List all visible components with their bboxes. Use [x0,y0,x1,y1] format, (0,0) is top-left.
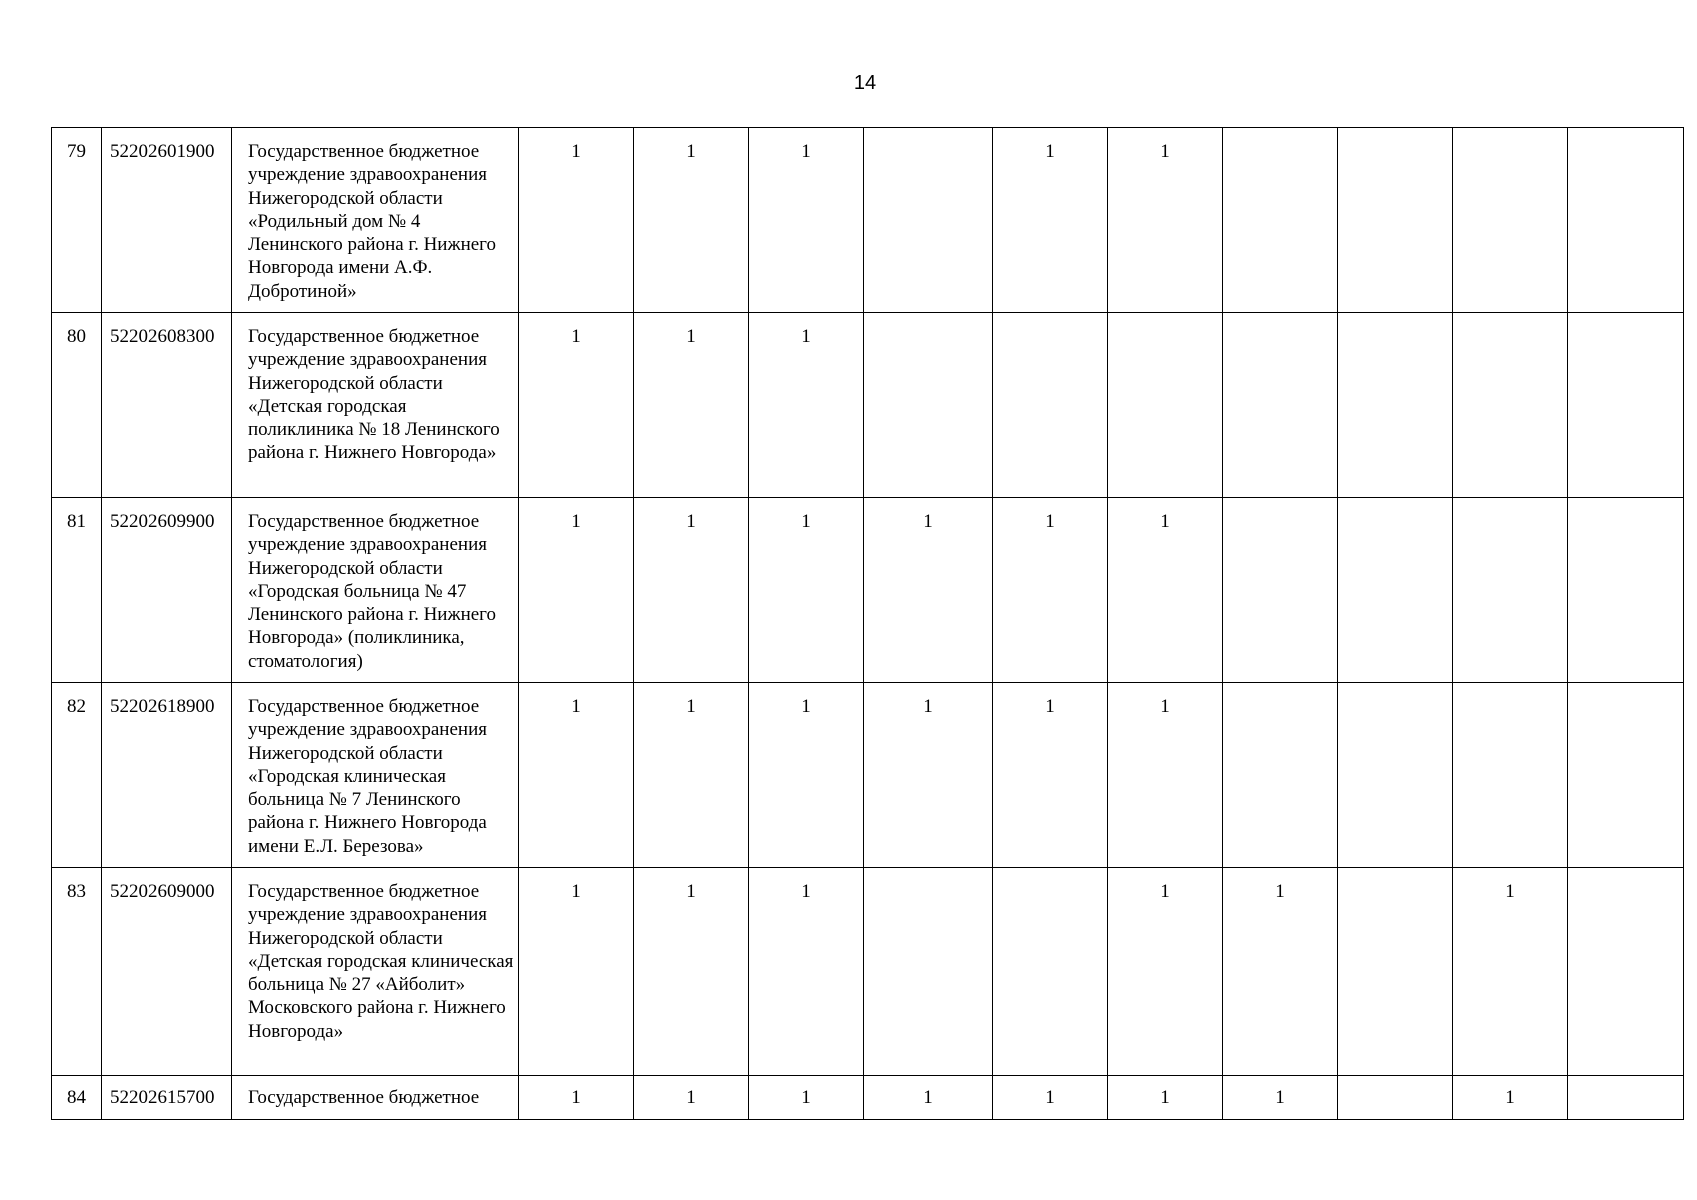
table-row [52,868,1684,1076]
value-cell: 1 [634,128,749,313]
value-cell: 1 [1108,683,1223,868]
value-cell [1223,683,1338,868]
value-cell [864,128,993,313]
row-code: 52202609900 [102,498,232,683]
value-cell [1338,1076,1453,1120]
value-cell [1338,313,1453,498]
value-cell: 1 [993,128,1108,313]
value-cell: 1 [519,1076,634,1120]
row-index: 81 [52,498,102,683]
value-cell [1223,498,1338,683]
row-code: 52202601900 [102,128,232,313]
table-row [52,683,1684,868]
row-index: 83 [52,868,102,1076]
value-cell: 1 [519,683,634,868]
value-cell: 1 [1108,1076,1223,1120]
value-cell: 1 [749,868,864,1076]
row-code: 52202615700 [102,1076,232,1120]
value-cell [1568,868,1684,1076]
value-cell [993,868,1108,1076]
value-cell: 1 [519,868,634,1076]
table-row [52,313,1684,498]
value-cell [1108,313,1223,498]
value-cell: 1 [864,1076,993,1120]
value-cell [1453,128,1568,313]
table-row [52,498,1684,683]
value-cell [1568,313,1684,498]
value-cell: 1 [1453,868,1568,1076]
row-name: Государственное бюджетное учреждение здравоохранения Нижегородской области «Городская больница № 47 Ленинского района г. Нижнего Новгорода» (поликлиника, стоматология) [232,498,519,683]
value-cell [1453,683,1568,868]
value-cell: 1 [1453,1076,1568,1120]
value-cell [993,313,1108,498]
institutions-table [51,127,1684,1120]
value-cell: 1 [993,498,1108,683]
value-cell: 1 [519,313,634,498]
row-name: Государственное бюджетное [232,1076,519,1120]
value-cell: 1 [634,313,749,498]
value-cell [1338,498,1453,683]
value-cell: 1 [864,498,993,683]
value-cell: 1 [519,128,634,313]
value-cell: 1 [864,683,993,868]
value-cell: 1 [993,1076,1108,1120]
value-cell [864,313,993,498]
value-cell: 1 [993,683,1108,868]
row-name: Государственное бюджетное учреждение здравоохранения Нижегородской области «Городская клиническая больница № 7 Ленинского района г. Нижнего Новгорода имени Е.Л. Березова» [232,683,519,868]
value-cell [1223,313,1338,498]
value-cell: 1 [1108,868,1223,1076]
row-index: 79 [52,128,102,313]
page-number: 14 [853,72,877,94]
row-index: 82 [52,683,102,868]
value-cell: 1 [634,683,749,868]
value-cell: 1 [749,1076,864,1120]
value-cell [1338,128,1453,313]
row-code: 52202618900 [102,683,232,868]
value-cell [1568,1076,1684,1120]
value-cell [1568,683,1684,868]
value-cell [864,868,993,1076]
value-cell: 1 [749,683,864,868]
value-cell [1453,498,1568,683]
row-index: 84 [52,1076,102,1120]
row-code: 52202608300 [102,313,232,498]
table-row [52,1076,1684,1120]
row-code: 52202609000 [102,868,232,1076]
value-cell: 1 [1108,498,1223,683]
value-cell: 1 [634,498,749,683]
value-cell: 1 [634,868,749,1076]
value-cell: 1 [1108,128,1223,313]
value-cell: 1 [634,1076,749,1120]
value-cell [1223,128,1338,313]
row-name: Государственное бюджетное учреждение здравоохранения Нижегородской области «Детская городская поликлиника № 18 Ленинского района г. Нижнего Новгорода» [232,313,519,498]
value-cell: 1 [749,313,864,498]
value-cell [1338,683,1453,868]
value-cell: 1 [519,498,634,683]
row-index: 80 [52,313,102,498]
table-row [52,128,1684,313]
row-name: Государственное бюджетное учреждение здравоохранения Нижегородской области «Родильный дом № 4 Ленинского района г. Нижнего Новгорода имени А.Ф. Добротиной» [232,128,519,313]
value-cell: 1 [1223,1076,1338,1120]
value-cell [1453,313,1568,498]
value-cell [1568,498,1684,683]
value-cell: 1 [749,498,864,683]
row-name: Государственное бюджетное учреждение здравоохранения Нижегородской области «Детская городская клиническая больница № 27 «Айболит» Московского района г. Нижнего Новгорода» [232,868,519,1076]
value-cell: 1 [1223,868,1338,1076]
value-cell [1568,128,1684,313]
value-cell: 1 [749,128,864,313]
value-cell [1338,868,1453,1076]
